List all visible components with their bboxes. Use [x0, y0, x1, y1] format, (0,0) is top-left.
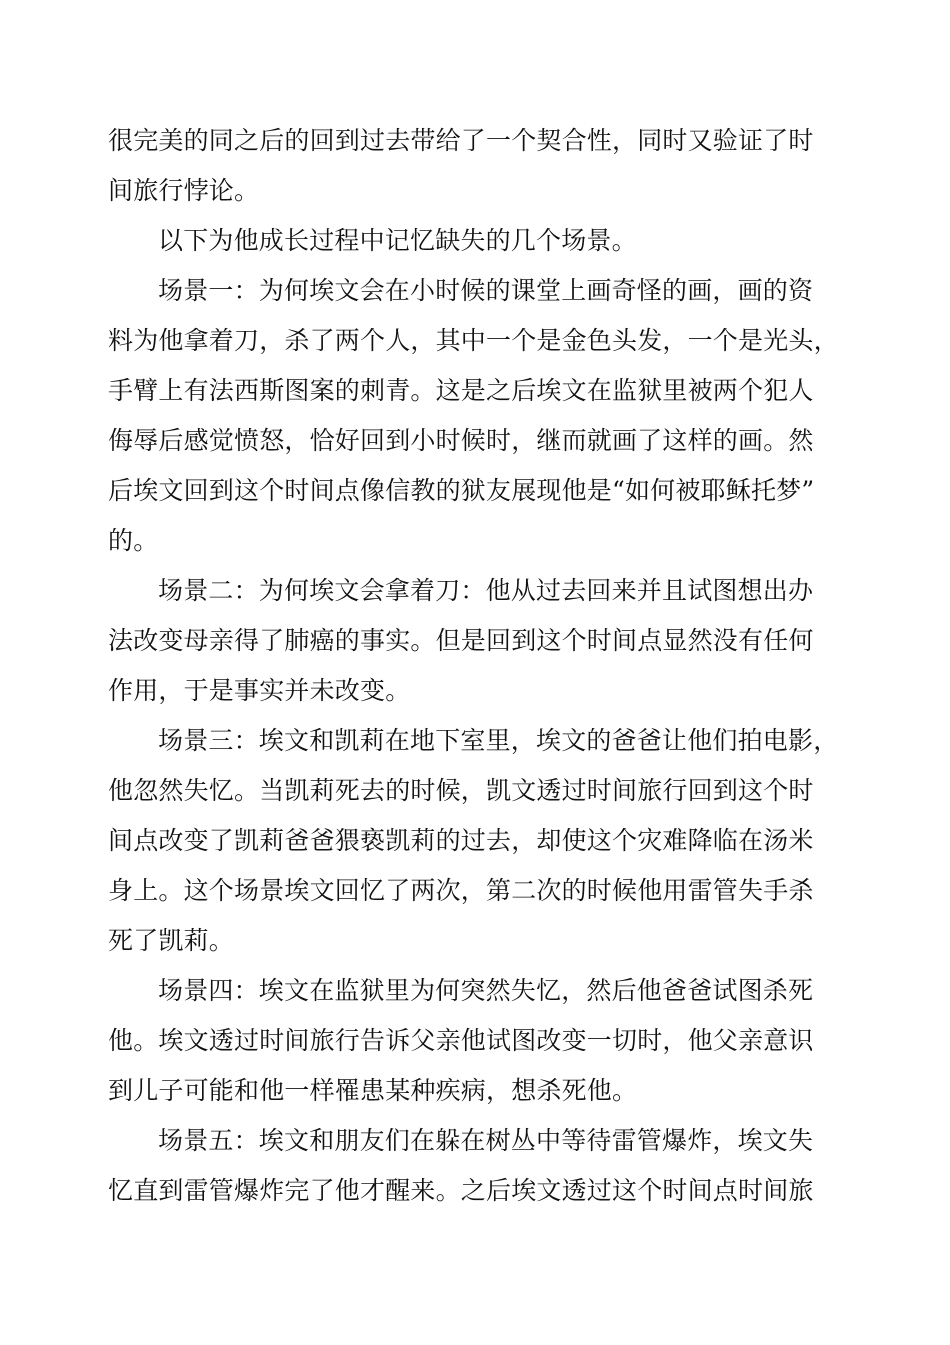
- text-line: 料为他拿着刀，杀了两个人，其中一个是金色头发，一个是光头，: [108, 326, 839, 355]
- text-line: 场景四：埃文在监狱里为何突然失忆，然后他爸爸试图杀死: [158, 976, 814, 1005]
- text-line: 忆直到雷管爆炸完了他才醒来。之后埃文透过这个时间点时间旅: [108, 1176, 814, 1205]
- text-line: 死了凯莉。: [108, 926, 235, 955]
- text-line: 身上。这个场景埃文回忆了两次，第二次的时候他用雷管失手杀: [108, 876, 814, 905]
- text-line: 法改变母亲得了肺癌的事实。但是回到这个时间点显然没有任何: [108, 626, 814, 655]
- text-line: 到儿子可能和他一样罹患某种疾病，想杀死他。: [108, 1076, 638, 1105]
- text-line: 场景五：埃文和朋友们在躲在树丛中等待雷管爆炸，埃文失: [158, 1126, 814, 1155]
- text-line: 的。: [108, 526, 159, 555]
- text-line: 后埃文回到这个时间点像信教的狱友展现他是“如何被耶稣托梦”: [108, 476, 815, 505]
- text-line: 作用，于是事实并未改变。: [108, 676, 411, 705]
- text-line: 间点改变了凯莉爸爸猥亵凯莉的过去，却使这个灾难降临在汤米: [108, 826, 814, 855]
- text-line: 手臂上有法西斯图案的刺青。这是之后埃文在监狱里被两个犯人: [108, 376, 814, 405]
- text-line: 很完美的同之后的回到过去带给了一个契合性，同时又验证了时: [108, 126, 814, 155]
- text-line: 侮辱后感觉愤怒，恰好回到小时候时，继而就画了这样的画。然: [108, 426, 814, 455]
- text-line: 以下为他成长过程中记忆缺失的几个场景。: [158, 226, 637, 255]
- text-line: 他。埃文透过时间旅行告诉父亲他试图改变一切时，他父亲意识: [108, 1026, 814, 1055]
- text-line: 间旅行悖论。: [108, 176, 260, 205]
- text-line: 场景二：为何埃文会拿着刀：他从过去回来并且试图想出办: [158, 576, 814, 605]
- text-line: 场景一：为何埃文会在小时候的课堂上画奇怪的画，画的资: [158, 276, 814, 305]
- text-line: 场景三：埃文和凯莉在地下室里，埃文的爸爸让他们拍电影，: [158, 726, 839, 755]
- text-line: 他忽然失忆。当凯莉死去的时候，凯文透过时间旅行回到这个时: [108, 776, 814, 805]
